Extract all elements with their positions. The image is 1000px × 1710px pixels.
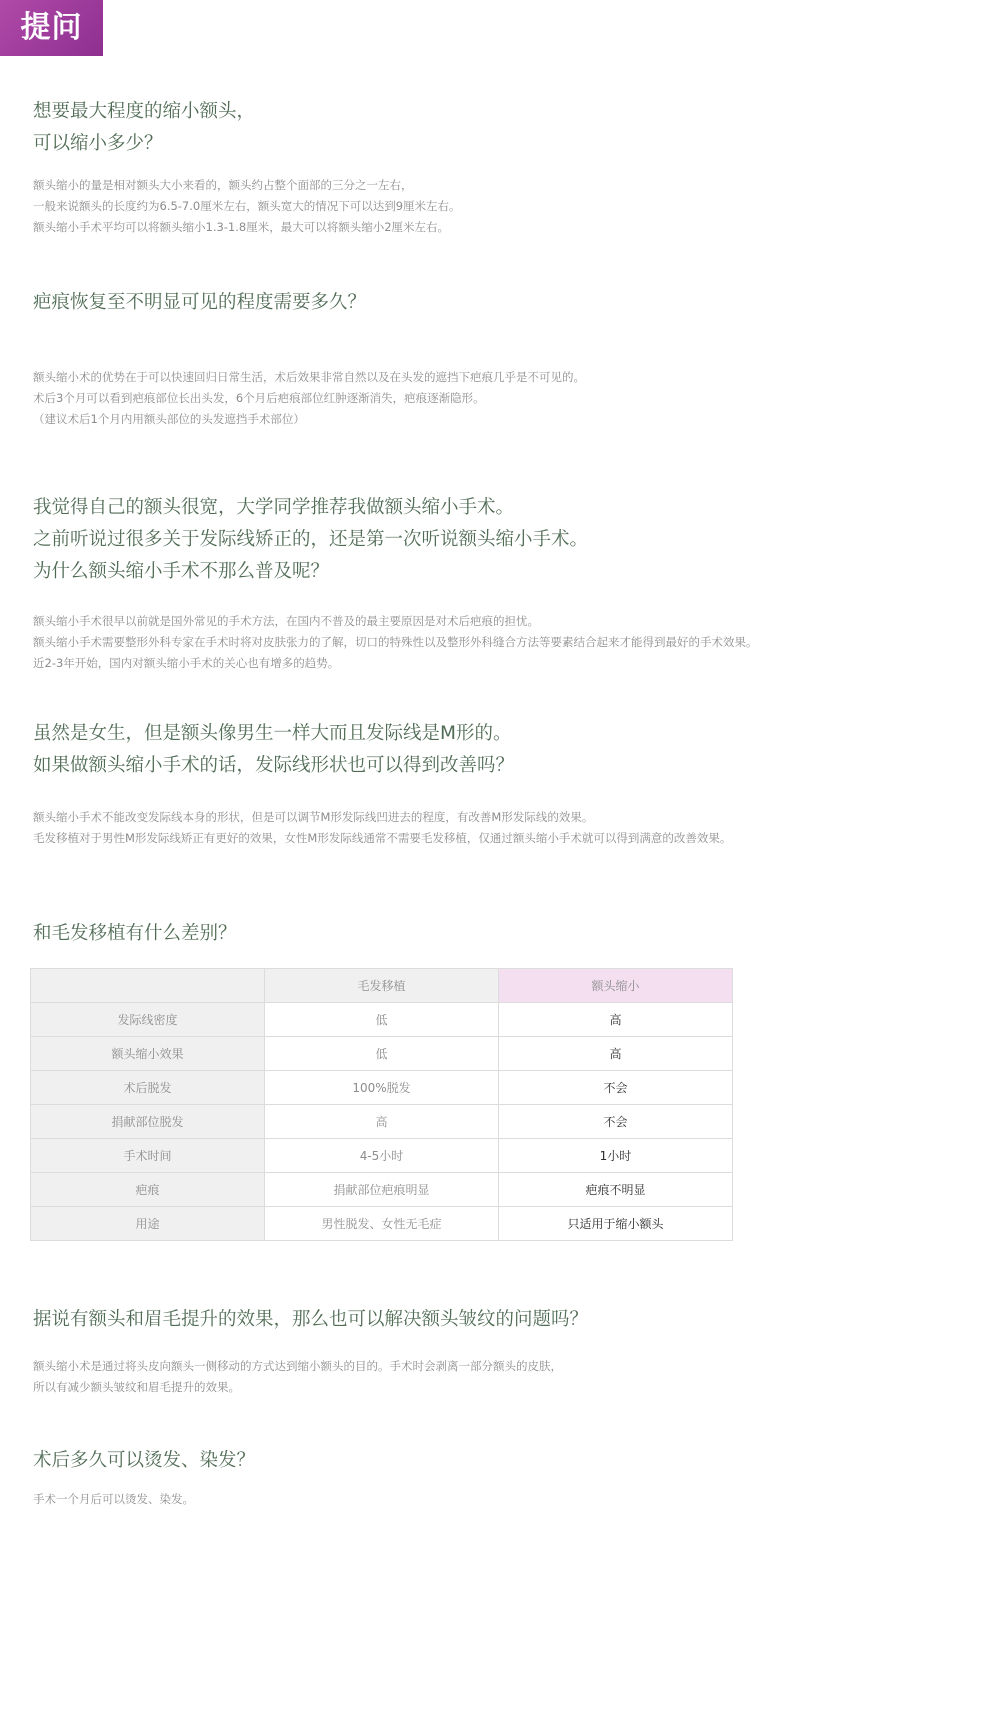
table-row <box>31 1139 733 1173</box>
table-row <box>31 1207 733 1241</box>
table-cell: 1小时 <box>499 1139 733 1173</box>
table-row <box>31 1003 733 1037</box>
table-cell: 不会 <box>499 1071 733 1105</box>
answer-line: 额头缩小术是通过将头皮向额头一侧移动的方式达到缩小额头的目的。手术时会剥离一部分额头的皮肤， <box>33 1359 562 1373</box>
table-cell: 低 <box>265 1003 499 1037</box>
table-cell: 低 <box>265 1037 499 1071</box>
table-cell: 疤痕不明显 <box>499 1173 733 1207</box>
answer-line: 毛发移植对于男性M形发际线矫正有更好的效果，女性M形发际线通常不需要毛发移植，仅通过额头缩小手术就可以得到满意的改善效果。 <box>33 831 732 845</box>
table-cell: 捐献部位疤痕明显 <box>265 1173 499 1207</box>
question-line: 想要最大程度的缩小额头， <box>33 101 256 122</box>
table-header-cell: 毛发移植 <box>265 969 499 1003</box>
qa-block <box>33 718 933 849</box>
table-cell: 不会 <box>499 1105 733 1139</box>
answer-line: 一般来说额头的长度约为6.5-7.0厘米左右，额头宽大的情况下可以达到9厘米左右。 <box>33 199 461 213</box>
table-row <box>31 1071 733 1105</box>
comparison-table <box>30 968 733 1241</box>
table-row <box>31 1037 733 1071</box>
question-line: 为什么额头缩小手术不那么普及呢？ <box>33 561 330 582</box>
qa-block <box>33 1445 933 1510</box>
answer-line: 术后3个月可以看到疤痕部位长出头发，6个月后疤痕部位红肿逐渐消失，疤痕逐渐隐形。 <box>33 391 485 405</box>
table-cell: 高 <box>265 1105 499 1139</box>
qa-block <box>33 96 933 238</box>
row-label: 捐献部位脱发 <box>31 1105 265 1139</box>
question <box>33 492 933 588</box>
question-line: 据说有额头和眉毛提升的效果，那么也可以解决额头皱纹的问题吗？ <box>33 1309 589 1330</box>
question-line: 疤痕恢复至不明显可见的程度需要多久？ <box>33 292 367 313</box>
answer <box>33 1356 933 1398</box>
question-line: 如果做额头缩小手术的话，发际线形状也可以得到改善吗？ <box>33 755 515 776</box>
answer-line: 额头缩小手术平均可以将额头缩小1.3-1.8厘米，最大可以将额头缩小2厘米左右。 <box>33 220 450 234</box>
row-label: 术后脱发 <box>31 1071 265 1105</box>
table-header-cell <box>31 969 265 1003</box>
table-cell: 100%脱发 <box>265 1071 499 1105</box>
answer-line: 手术一个月后可以烫发、染发。 <box>33 1492 194 1506</box>
question <box>33 718 933 782</box>
answer <box>33 807 933 849</box>
question <box>33 96 933 160</box>
question-line: 之前听说过很多关于发际线矫正的，还是第一次听说额头缩小手术。 <box>33 529 589 550</box>
qa-block <box>33 1304 933 1398</box>
qa-block <box>33 918 933 950</box>
row-label: 发际线密度 <box>31 1003 265 1037</box>
question-line: 可以缩小多少？ <box>33 133 163 154</box>
qa-block <box>33 287 933 430</box>
qa-block <box>33 492 933 674</box>
question <box>33 1445 933 1477</box>
section-badge: 提问 <box>0 0 103 56</box>
answer-line: 额头缩小手术很早以前就是国外常见的手术方法，在国内不普及的最主要原因是对术后疤痕的担忧。 <box>33 614 539 628</box>
answer-line: 额头缩小手术需要整形外科专家在手术时将对皮肤张力的了解，切口的特殊性以及整形外科缝合方法等要素结合起来才能得到最好的手术效果。 <box>33 635 758 649</box>
row-label: 手术时间 <box>31 1139 265 1173</box>
table-header-row <box>31 969 733 1003</box>
answer-line: （建议术后1个月内用额头部位的头发遮挡手术部位） <box>33 412 305 426</box>
question-line: 虽然是女生，但是额头像男生一样大而且发际线是M形的。 <box>33 723 512 744</box>
comparison-table-wrap <box>30 968 732 1241</box>
question <box>33 918 933 950</box>
answer-line: 所以有减少额头皱纹和眉毛提升的效果。 <box>33 1380 240 1394</box>
table-cell: 男性脱发、女性无毛症 <box>265 1207 499 1241</box>
question <box>33 287 933 319</box>
table-header-cell-highlight: 额头缩小 <box>499 969 733 1003</box>
table-row <box>31 1105 733 1139</box>
answer <box>33 175 933 238</box>
question-line: 和毛发移植有什么差别？ <box>33 923 237 944</box>
question-line: 术后多久可以烫发、染发？ <box>33 1450 256 1471</box>
answer <box>33 1489 933 1510</box>
answer <box>33 611 933 674</box>
table-cell: 高 <box>499 1037 733 1071</box>
answer <box>33 367 933 430</box>
table-row <box>31 1173 733 1207</box>
table-cell: 高 <box>499 1003 733 1037</box>
answer-line: 额头缩小手术不能改变发际线本身的形状，但是可以调节M形发际线凹进去的程度，有改善M形发际线的效果。 <box>33 810 594 824</box>
question <box>33 1304 933 1336</box>
row-label: 用途 <box>31 1207 265 1241</box>
table-cell: 只适用于缩小额头 <box>499 1207 733 1241</box>
table-cell: 4-5小时 <box>265 1139 499 1173</box>
question-line: 我觉得自己的额头很宽，大学同学推荐我做额头缩小手术。 <box>33 497 515 518</box>
row-label: 疤痕 <box>31 1173 265 1207</box>
answer-line: 额头缩小术的优势在于可以快速回归日常生活，术后效果非常自然以及在头发的遮挡下疤痕几乎是不可见的。 <box>33 370 585 384</box>
answer-line: 近2-3年开始，国内对额头缩小手术的关心也有增多的趋势。 <box>33 656 340 670</box>
row-label: 额头缩小效果 <box>31 1037 265 1071</box>
answer-line: 额头缩小的量是相对额头大小来看的，额头约占整个面部的三分之一左右， <box>33 178 413 192</box>
